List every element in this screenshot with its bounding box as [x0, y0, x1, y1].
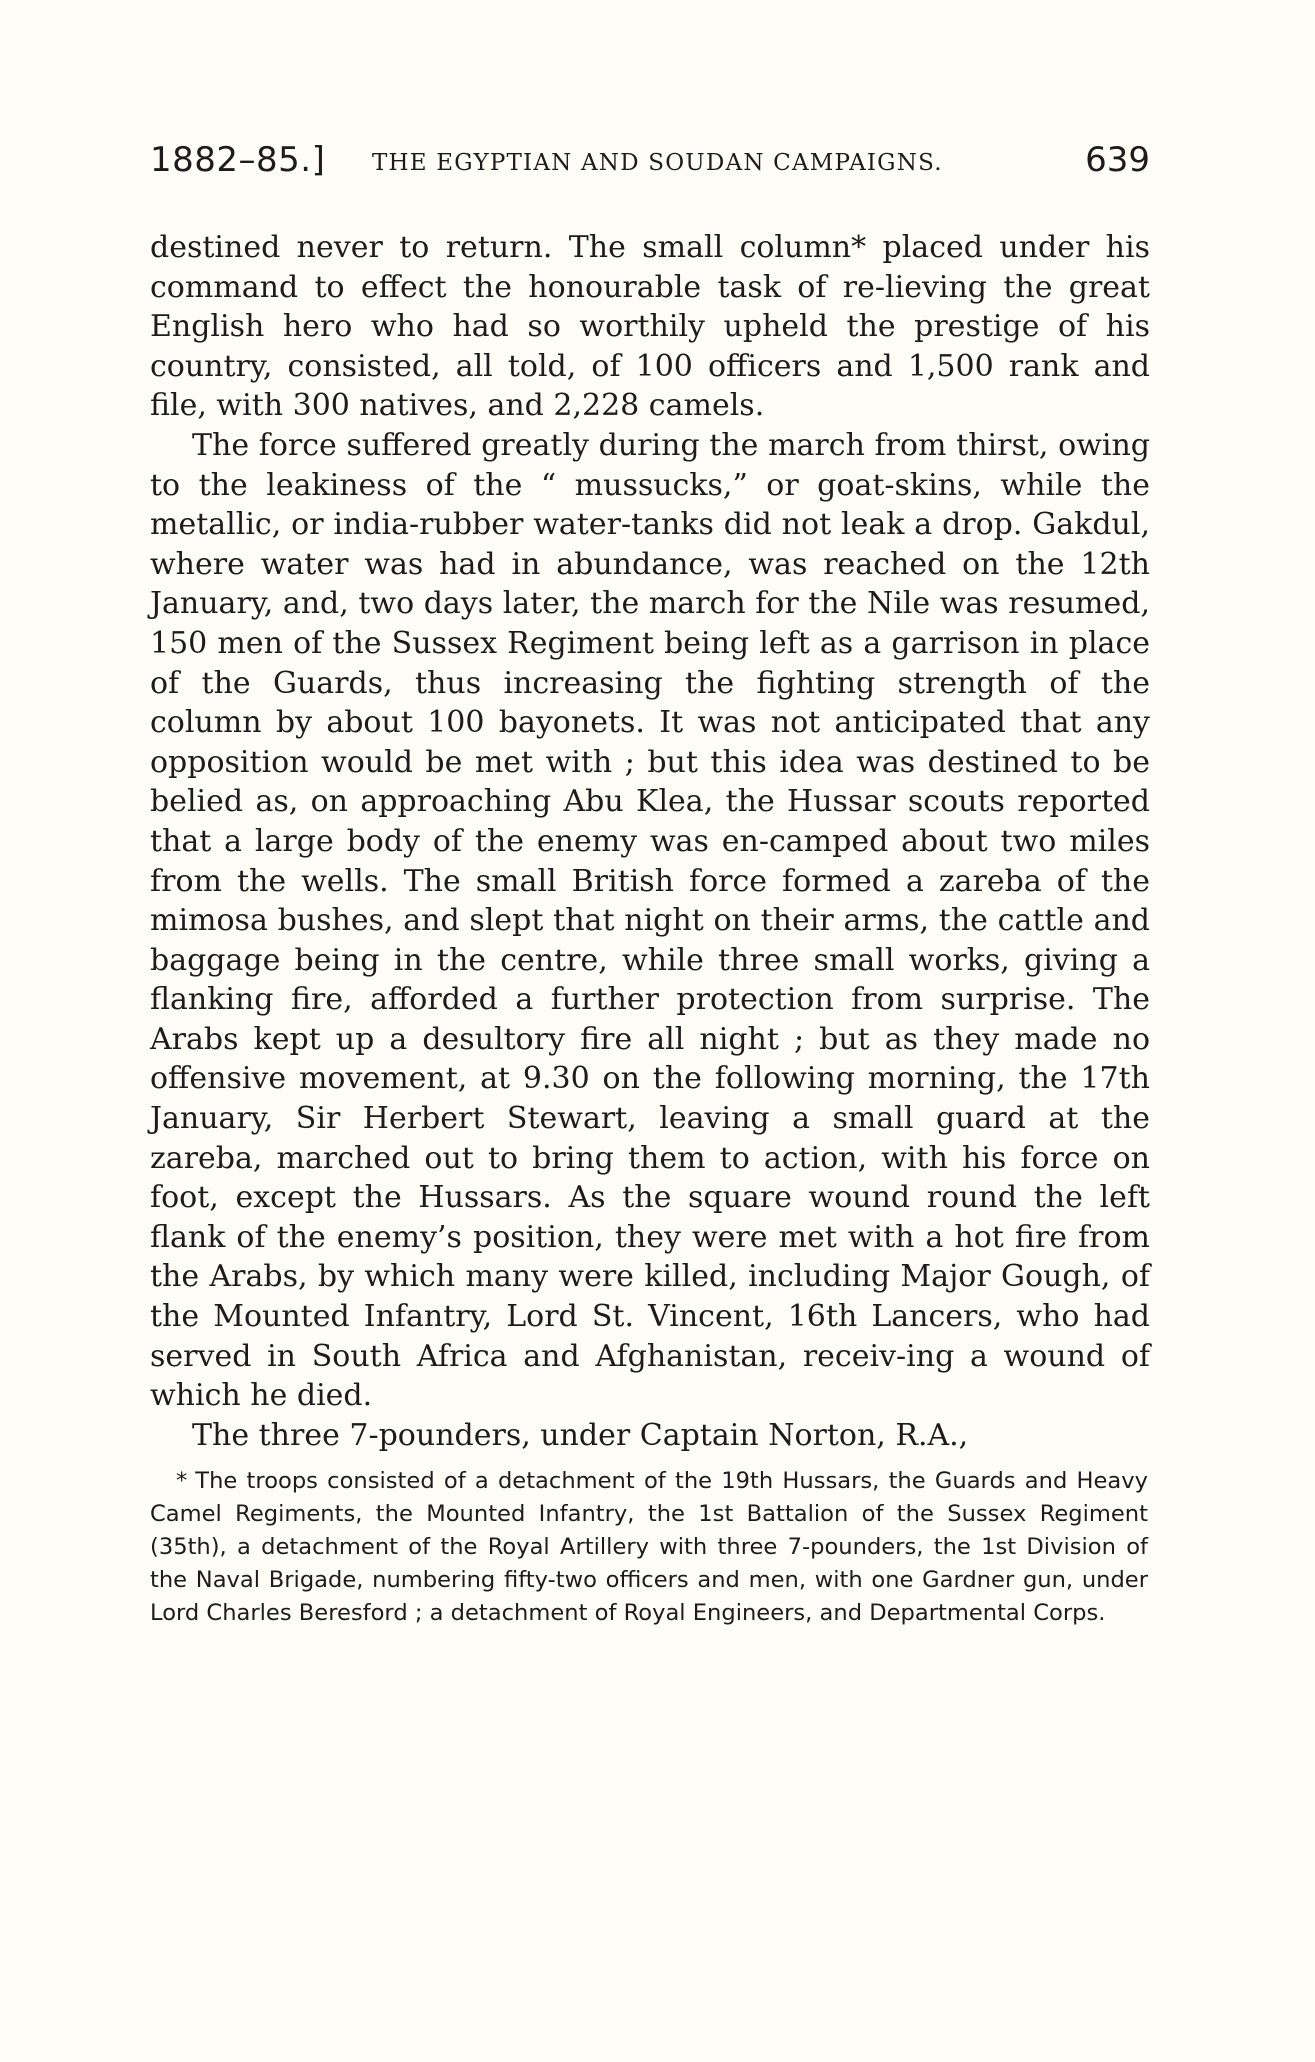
page-number: 639 [1085, 140, 1150, 180]
header-title: THE EGYPTIAN AND SOUDAN CAMPAIGNS. [372, 150, 943, 176]
footnote [150, 1465, 1150, 1629]
paragraph-3: The three 7-pounders, under Captain Norton, R.A., [192, 1417, 969, 1453]
footnote-text: The troops consisted of a detachment of the 19th Hussars, the Guards and Heavy Camel Regiments, the Mounted Infantry, the 1st Battalion of the Sussex Regiment (35th), a detachment of the Royal Artillery with three 7-pounders, the 1st Division of the Naval Brigade, numbering fifty-two officers and men, with one Gardner gun, under Lord Charles Beresford ; a detachment of Royal Engineers, and Departmental Corps. [150, 1468, 1148, 1626]
paragraph-1: destined never to return. The small column* placed under his command to effect the honourable task of re-lieving the great English hero who had so worthily upheld the prestige of his country, consisted, all told, of 100 officers and 1,500 rank and file, with 300 natives, and 2,228 camels. [150, 230, 1150, 424]
footnote-marker: * [176, 1468, 188, 1495]
running-head [150, 140, 1150, 196]
paragraph-2: The force suffered greatly during the march from thirst, owing to the leakiness of the “ mussucks,” or goat-skins, while the metallic, or india-rubber water-tanks did not leak a drop. Gakdul, where water was had in abundance, was reached on the 12th January, and, two days later, the march for the Nile was resumed, 150 men of the Sussex Regiment being left as a garrison in place of the Guards, thus increasing the fighting strength of the column by about 100 bayonets. It was not anticipated that any opposition would be met with ; but this idea was destined to be belied as, on approaching Abu Klea, the Hussar scouts reported that a large body of the enemy was en-camped about two miles from the wells. The small British force formed a zareba of the mimosa bushes, and slept that night on their arms, the cattle and baggage being in the centre, while three small works, giving a flanking fire, afforded a further protection from surprise. The Arabs kept up a desultory fire all night ; but as they made no offensive movement, at 9.30 on the following morning, the 17th January, Sir Herbert Stewart, leaving a small guard at the zareba, marched out to bring them to action, with his force on foot, except the Hussars. As the square wound round the left flank of the enemy’s position, they were met with a hot fire from the Arabs, by which many were killed, including Major Gough, of the Mounted Infantry, Lord St. Vincent, 16th Lancers, who had served in South Africa and Afghanistan, receiv-ing a wound of which he died. [150, 427, 1150, 1414]
body-text [150, 228, 1150, 1455]
book-page [150, 140, 1150, 1629]
header-years: 1882–85.] [150, 140, 326, 180]
